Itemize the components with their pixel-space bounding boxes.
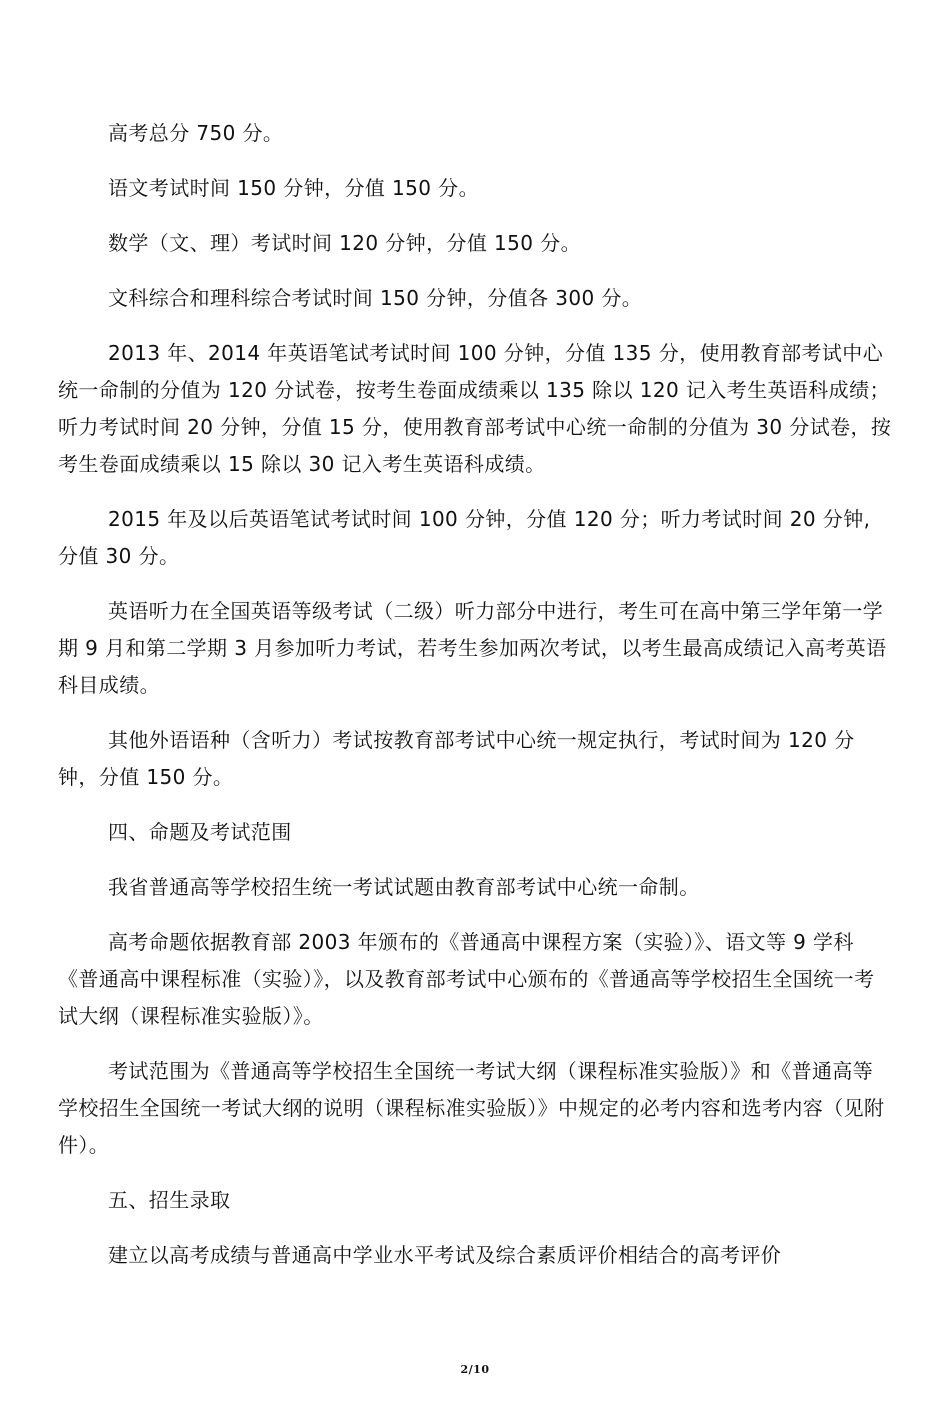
- paragraph-exam-range: 考试范围为《普通高等学校招生全国统一考试大纲（课程标准实验版）》和《普通高等学校招生全国统一考试大纲的说明（课程标准实验版）》中规定的必考内容和选考内容（见附件）。: [58, 1059, 885, 1157]
- paragraph-admission-evaluation: 建立以高考成绩与普通高中学业水平考试及综合素质评价相结合的高考评价: [108, 1243, 782, 1267]
- paragraph-other-languages: 其他外语语种（含听力）考试按教育部考试中心统一规定执行，考试时间为 120 分钟，分值 150 分。: [58, 728, 855, 789]
- page-number: 2/10: [460, 1363, 490, 1376]
- paragraph-exam-basis: 高考命题依据教育部 2003 年颁布的《普通高中课程方案（实验）》、语文等 9 学科《普通高中课程标准（实验）》，以及教育部考试中心颁布的《普通高等学校招生全国统一考试大纲（课程标准实验版）》。: [58, 930, 875, 1028]
- paragraph-english-2013-2014: 2013 年、2014 年英语笔试考试时间 100 分钟，分值 135 分，使用教育部考试中心统一命制的分值为 120 分试卷，按考生卷面成绩乘以 135 除以 120 记入考生英语科成绩；听力考试时间 20 分钟，分值 15 分，使用教育部考试中心统一命制的分值为 30 分试卷，按考生卷面成绩乘以 15 除以 30 记入考生英语科成绩。: [58, 341, 892, 476]
- section-heading-exam-scope: 四、命题及考试范围: [108, 820, 292, 844]
- paragraph-chinese-exam: 语文考试时间 150 分钟，分值 150 分。: [108, 176, 479, 200]
- paragraph-total-score: 高考总分 750 分。: [108, 121, 284, 145]
- paragraph-english-listening: 英语听力在全国英语等级考试（二级）听力部分中进行，考生可在高中第三学年第一学期 9 月和第二学期 3 月参加听力考试，若考生参加两次考试，以考生最高成绩记入高考英语科目成绩。: [58, 599, 887, 697]
- section-heading-admission: 五、招生录取: [108, 1188, 231, 1212]
- paragraph-math-exam: 数学（文、理）考试时间 120 分钟，分值 150 分。: [108, 231, 581, 255]
- paragraph-comprehensive-exam: 文科综合和理科综合考试时间 150 分钟，分值各 300 分。: [108, 286, 643, 310]
- document-body: [58, 115, 893, 1292]
- paragraph-english-2015: 2015 年及以后英语笔试考试时间 100 分钟，分值 120 分；听力考试时间 20 分钟, 分值 30 分。: [58, 507, 871, 568]
- paragraph-exam-authorship: 我省普通高等学校招生统一考试试题由教育部考试中心统一命制。: [108, 875, 700, 899]
